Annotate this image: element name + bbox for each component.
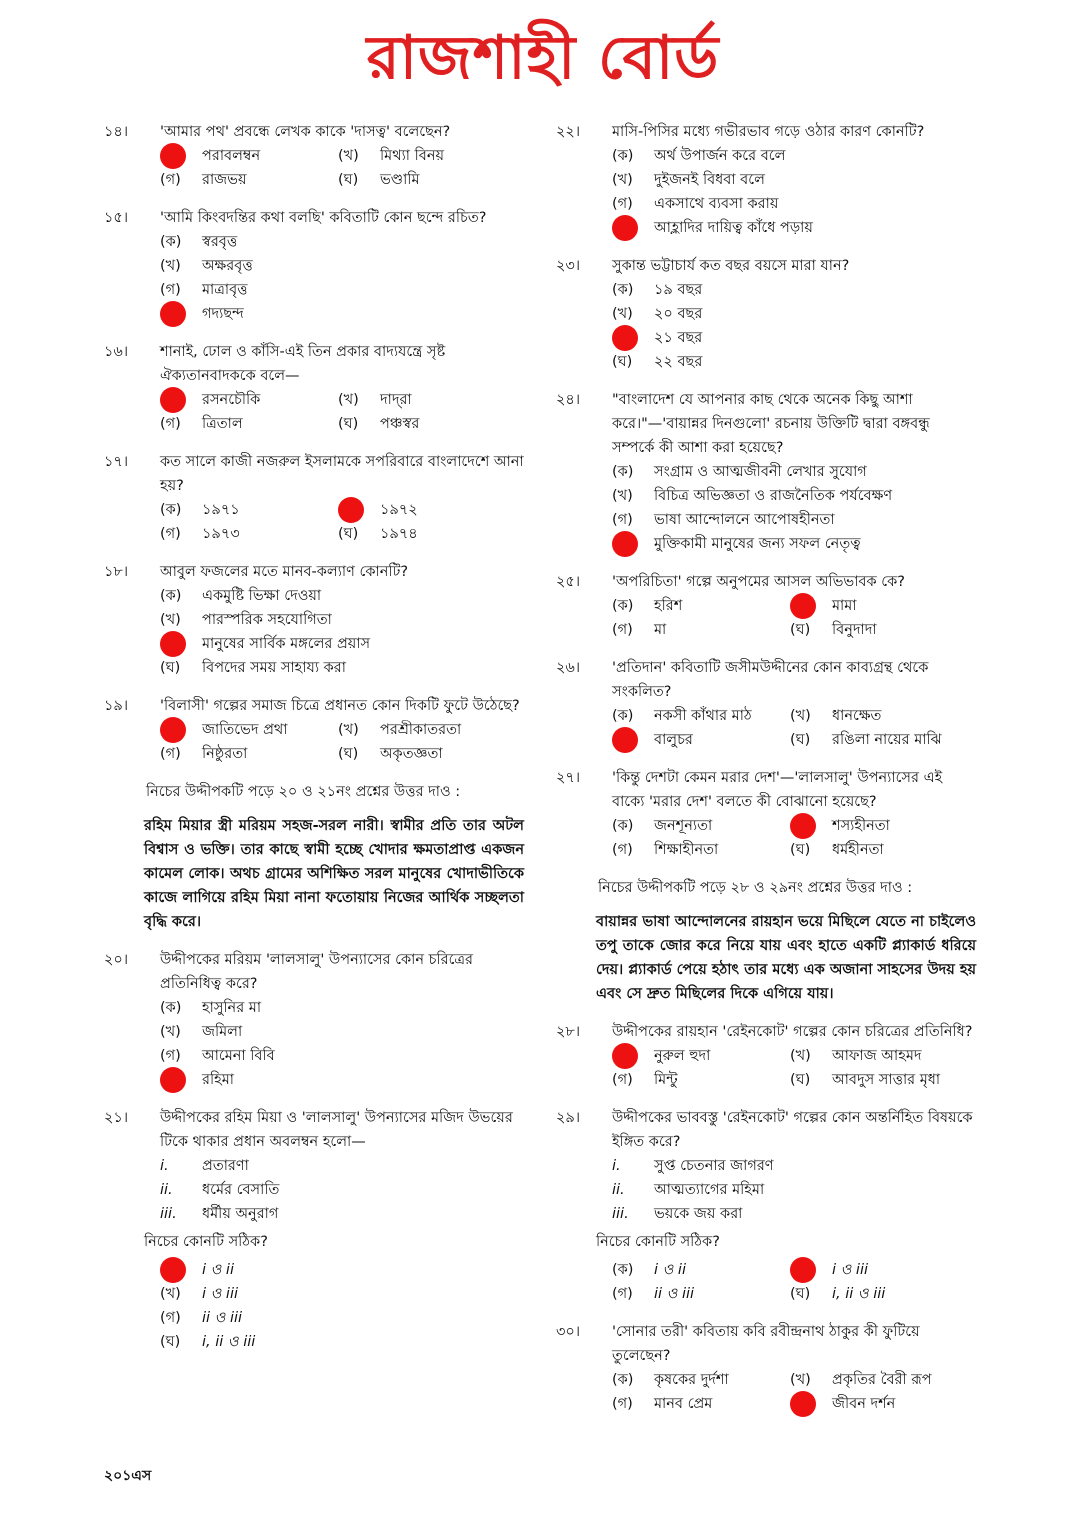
- option-ga[interactable]: (গ) একসাথে ব্যবসা করায়: [612, 196, 779, 212]
- question-number: ২৭।: [556, 770, 581, 786]
- option-kha[interactable]: (খ) ২০ বছর: [612, 306, 703, 322]
- question-text: উদ্দীপকের ভাববস্তু 'রেইনকোট' গল্পের কোন অন্তর্নিহিত বিষয়কে ইঙ্গিত করে?: [612, 1110, 973, 1150]
- answer-mark-icon: [612, 215, 638, 241]
- option-ka[interactable]: (ক) i ও ii: [612, 1262, 686, 1278]
- question-text: "বাংলাদেশ যে আপনার কাছ থেকে অনেক কিছু আশা করে।"—'বায়ান্নর দিনগুলো' রচনায় উক্তিটি দ্বারা বঙ্গবন্ধু সম্পর্কে কী আশা করা হয়েছে?: [612, 392, 930, 456]
- option-gha[interactable]: আহ্লাদির দায়িত্ব কাঁধে পড়ায়: [612, 216, 976, 240]
- question-15: [104, 206, 524, 326]
- question-number: ২১।: [104, 1110, 129, 1126]
- answer-mark-icon: [612, 531, 638, 557]
- question-text: 'কিন্তু দেশটা কেমন মরার দেশ'—'লালসালু' উপন্যাসের এই বাক্যে 'মরার দেশ' বলতে কী বোঝানো হয়েছে?: [612, 770, 943, 810]
- question-number: ১৪।: [104, 124, 129, 140]
- statement-i: i. প্রতারণা: [160, 1158, 249, 1174]
- option-ga[interactable]: বালুচর: [612, 728, 790, 752]
- option-ka[interactable]: রসনচৌকি: [160, 388, 338, 412]
- option-ka[interactable]: i ও ii: [160, 1258, 524, 1282]
- statement-i: i. সুপ্ত চেতনার জাগরণ: [612, 1158, 774, 1174]
- option-gha[interactable]: (ঘ) আবদুস সাত্তার মৃধা: [790, 1072, 941, 1088]
- option-ka[interactable]: জাতিভেদ প্রথা: [160, 718, 338, 742]
- answer-mark-icon: [790, 593, 816, 619]
- option-ka[interactable]: (ক) ১৯৭১: [160, 502, 240, 518]
- question-number: ২৫।: [556, 574, 581, 590]
- answer-mark-icon: [790, 813, 816, 839]
- question-text: 'সোনার তরী' কবিতায় কবি রবীন্দ্রনাথ ঠাকুর কী ফুটিয়ে তুলেছেন?: [612, 1324, 920, 1364]
- option-ka[interactable]: (ক) একমুষ্টি ভিক্ষা দেওয়া: [160, 588, 322, 604]
- option-ka[interactable]: (ক) ১৯ বছর: [612, 282, 703, 298]
- answer-mark-icon: [612, 1043, 638, 1069]
- option-ga[interactable]: (গ) ii ও iii: [612, 1286, 695, 1302]
- question-25: [556, 570, 976, 642]
- question-14: [104, 120, 524, 192]
- question-text: 'বিলাসী' গল্পের সমাজ চিত্রে প্রধানত কোন দিকটি ফুটে উঠেছে?: [160, 698, 520, 714]
- question-text: 'আমার পথ' প্রবন্ধে লেখক কাকে 'দাসত্ব' বলেছেন?: [160, 124, 451, 140]
- option-kha[interactable]: (খ) পারস্পরিক সহযোগিতা: [160, 612, 332, 628]
- question-number: ১৭।: [104, 454, 129, 470]
- question-text: উদ্দীপকের রহিম মিয়া ও 'লালসালু' উপন্যাসের মজিদ উভয়ের টিকে থাকার প্রধান অবলম্বন হলো—: [160, 1110, 513, 1150]
- question-21: [104, 1106, 524, 1354]
- question-number: ৩০।: [556, 1324, 581, 1340]
- option-gha[interactable]: (ঘ) ভণ্ডামি: [338, 172, 420, 188]
- option-gha[interactable]: (ঘ) ১৯৭৪: [338, 526, 418, 542]
- stimulus-heading: নিচের উদ্দীপকটি পড়ে ২৮ ও ২৯নং প্রশ্নের উত্তর দাও :: [598, 880, 913, 896]
- option-kha[interactable]: (খ) দুইজনই বিধবা বলে: [612, 172, 765, 188]
- left-column: [104, 120, 524, 1368]
- option-ka[interactable]: নুরুল হুদা: [612, 1044, 790, 1068]
- answer-mark-icon: [160, 143, 186, 169]
- question-text: কত সালে কাজী নজরুল ইসলামকে সপরিবারে বাংলাদেশে আনা হয়?: [160, 454, 524, 494]
- option-gha[interactable]: মুক্তিকামী মানুষের জন্য সফল নেতৃত্ব: [612, 532, 976, 556]
- stimulus-passage: রহিম মিয়ার স্ত্রী মরিয়ম সহজ-সরল নারী। স্বামীর প্রতি তার অটল বিশ্বাস ও ভক্তি। তার কাছে স্বামী হচ্ছে খোদার ক্ষমতাপ্রাপ্ত একজন কামেল লোক। অথচ গ্রামের অশিক্ষিত সরল মানুষের খোদাভীতিকে কাজে লাগিয়ে রহিম মিয়া নানা ফতোয়ায় নিজের আর্থিক সচ্ছলতা বৃদ্ধি করে।: [144, 818, 524, 930]
- answer-mark-icon: [612, 727, 638, 753]
- question-18: [104, 560, 524, 680]
- option-gha[interactable]: (ঘ) বিপদের সময় সাহায্য করা: [160, 660, 346, 676]
- answer-mark-icon: [160, 301, 186, 327]
- option-kha[interactable]: মামা: [790, 594, 968, 618]
- option-ka[interactable]: পরাবলম্বন: [160, 144, 338, 168]
- right-column: [556, 120, 976, 1430]
- option-kha[interactable]: (খ) জমিলা: [160, 1024, 243, 1040]
- question-text: আবুল ফজলের মতে মানব-কল্যাণ কোনটি?: [160, 564, 409, 580]
- option-kha[interactable]: ১৯৭২: [338, 498, 516, 522]
- stimulus-passage: বায়ান্নর ভাষা আন্দোলনের রায়হান ভয়ে মিছিলে যেতে না চাইলেও তপু তাকে জোর করে নিয়ে যায় এবং হাতে একটি প্ল্যাকার্ড ধরিয়ে দেয়। প্ল্যাকার্ড পেয়ে হঠাৎ তার মধ্যে এক অজানা সাহসের উদয় হয় এবং সে দ্রুত মিছিলের দিকে এগিয়ে যায়।: [596, 914, 976, 1002]
- page-title: রাজশাহী বোর্ড: [366, 23, 720, 93]
- sub-question: নিচের কোনটি সঠিক?: [144, 1234, 268, 1250]
- question-20: [104, 948, 524, 1092]
- answer-mark-icon: [338, 497, 364, 523]
- option-gha[interactable]: জীবন দর্শন: [790, 1392, 968, 1416]
- question-text: শানাই, ঢোল ও কাঁসি-এই তিন প্রকার বাদ্যযন্ত্রে সৃষ্ট ঐক্যতানবাদককে বলে—: [160, 344, 446, 384]
- question-16: [104, 340, 524, 436]
- question-23: [556, 254, 976, 374]
- question-number: ২৬।: [556, 660, 581, 676]
- question-19: [104, 694, 524, 766]
- question-28: [556, 1020, 976, 1092]
- answer-mark-icon: [160, 717, 186, 743]
- sub-question: নিচের কোনটি সঠিক?: [596, 1234, 720, 1250]
- answer-mark-icon: [612, 325, 638, 351]
- option-gha[interactable]: (ঘ) অকৃতজ্ঞতা: [338, 746, 443, 762]
- option-gha[interactable]: (ঘ) i, ii ও iii: [160, 1334, 256, 1350]
- option-kha[interactable]: (খ) প্রকৃতির বৈরী রূপ: [790, 1372, 932, 1388]
- option-ga[interactable]: (গ) মাত্রাবৃত্ত: [160, 282, 248, 298]
- option-ga[interactable]: (গ) ভাষা আন্দোলনে আপোষহীনতা: [612, 512, 835, 528]
- option-ka[interactable]: (ক) অর্থ উপার্জন করে বলে: [612, 148, 786, 164]
- page-footer: ২০১এস: [104, 1468, 152, 1484]
- question-text: সুকান্ত ভট্টাচার্য কত বছর বয়সে মারা যান?: [612, 258, 850, 274]
- question-number: ১৫।: [104, 210, 129, 226]
- option-kha[interactable]: (খ) মিথ্যা বিনয়: [338, 148, 445, 164]
- answer-mark-icon: [790, 1391, 816, 1417]
- question-22: [556, 120, 976, 240]
- option-kha[interactable]: (খ) অক্ষরবৃত্ত: [160, 258, 253, 274]
- question-number: ১৯।: [104, 698, 129, 714]
- question-number: ২৯।: [556, 1110, 581, 1126]
- question-26: [556, 656, 976, 752]
- option-ga[interactable]: (গ) মা: [612, 622, 667, 638]
- option-kha[interactable]: (খ) i ও iii: [160, 1286, 239, 1302]
- statement-ii: ii. ধর্মের বেসাতি: [160, 1182, 280, 1198]
- question-number: ২৩।: [556, 258, 581, 274]
- option-kha[interactable]: (খ) পরশ্রীকাতরতা: [338, 722, 462, 738]
- question-29: [556, 1106, 976, 1306]
- statement-iii: iii. ধর্মীয় অনুরাগ: [160, 1206, 279, 1222]
- question-number: ২৪।: [556, 392, 581, 408]
- question-text: 'প্রতিদান' কবিতাটি জসীমউদ্দীনের কোন কাব্যগ্রন্থ থেকে সংকলিত?: [612, 660, 929, 700]
- question-text: মাসি-পিসির মধ্যে গভীরভাব গড়ে ওঠার কারণ কোনটি?: [612, 124, 925, 140]
- option-gha[interactable]: (ঘ) ধর্মহীনতা: [790, 842, 884, 858]
- question-number: ১৮।: [104, 564, 129, 580]
- option-ka[interactable]: (ক) সংগ্রাম ও আত্মজীবনী লেখার সুযোগ: [612, 464, 867, 480]
- question-text: 'আমি কিংবদন্তির কথা বলছি' কবিতাটি কোন ছন্দে রচিত?: [160, 210, 487, 226]
- option-ka[interactable]: (ক) নকসী কাঁথার মাঠ: [612, 708, 752, 724]
- option-ga[interactable]: (গ) মানব প্রেম: [612, 1396, 713, 1412]
- option-kha[interactable]: (খ) আফাজ আহমদ: [790, 1048, 922, 1064]
- question-number: ২০।: [104, 952, 129, 968]
- option-kha[interactable]: i ও iii: [790, 1258, 968, 1282]
- option-ga[interactable]: (গ) শিক্ষাহীনতা: [612, 842, 719, 858]
- option-ga[interactable]: মানুষের সার্বিক মঙ্গলের প্রয়াস: [160, 632, 524, 656]
- option-ka[interactable]: (ক) হরিশ: [612, 598, 683, 614]
- option-ka[interactable]: (ক) হাসুনির মা: [160, 1000, 262, 1016]
- option-gha[interactable]: (ঘ) রঙিলা নায়ের মাঝি: [790, 732, 942, 748]
- option-ka[interactable]: (ক) কৃষকের দুর্দশা: [612, 1372, 729, 1388]
- answer-mark-icon: [160, 631, 186, 657]
- option-ga[interactable]: (গ) আমেনা বিবি: [160, 1048, 275, 1064]
- option-kha[interactable]: (খ) বিচিত্র অভিজ্ঞতা ও রাজনৈতিক পর্যবেক্ষণ: [612, 488, 893, 504]
- question-text: 'অপরিচিতা' গল্পে অনুপমের আসল অভিভাবক কে?: [612, 574, 905, 590]
- option-kha[interactable]: শস্যহীনতা: [790, 814, 968, 838]
- option-gha[interactable]: (ঘ) পঞ্চস্বর: [338, 416, 420, 432]
- question-27: [556, 766, 976, 862]
- option-ga[interactable]: (গ) রাজভয়: [160, 172, 247, 188]
- option-ka[interactable]: (ক) স্বরবৃত্ত: [160, 234, 238, 250]
- statement-ii: ii. আত্মত্যাগের মহিমা: [612, 1182, 765, 1198]
- option-gha[interactable]: (ঘ) i, ii ও iii: [790, 1286, 886, 1302]
- option-gha[interactable]: গদ্যছন্দ: [160, 302, 524, 326]
- question-number: ২২।: [556, 124, 581, 140]
- question-number: ২৮।: [556, 1024, 581, 1040]
- question-text: উদ্দীপকের রায়হান 'রেইনকোট' গল্পের কোন চরিত্রের প্রতিনিধি?: [612, 1024, 973, 1040]
- question-30: [556, 1320, 976, 1416]
- option-gha[interactable]: (ঘ) বিনুদাদা: [790, 622, 877, 638]
- answer-mark-icon: [790, 1257, 816, 1283]
- stimulus-heading: নিচের উদ্দীপকটি পড়ে ২০ ও ২১নং প্রশ্নের উত্তর দাও :: [146, 784, 461, 800]
- option-ka[interactable]: (ক) জনশূন্যতা: [612, 818, 713, 834]
- option-ga[interactable]: (গ) ১৯৭৩: [160, 526, 240, 542]
- question-24: [556, 388, 976, 556]
- answer-mark-icon: [160, 387, 186, 413]
- option-kha[interactable]: (খ) দাদ্‌রা: [338, 392, 412, 408]
- option-gha[interactable]: (ঘ) ২২ বছর: [612, 354, 703, 370]
- option-ga[interactable]: (গ) মিন্টু: [612, 1072, 678, 1088]
- option-gha[interactable]: রহিমা: [160, 1068, 524, 1092]
- question-text: উদ্দীপকের মরিয়ম 'লালসালু' উপন্যাসের কোন চরিত্রের প্রতিনিধিত্ব করে?: [160, 952, 474, 992]
- question-17: [104, 450, 524, 546]
- option-kha[interactable]: (খ) ধানক্ষেত: [790, 708, 882, 724]
- option-ga[interactable]: (গ) ত্রিতাল: [160, 416, 243, 432]
- answer-mark-icon: [160, 1257, 186, 1283]
- question-number: ১৬।: [104, 344, 129, 360]
- option-ga[interactable]: (গ) নিষ্ঠুরতা: [160, 746, 248, 762]
- answer-mark-icon: [160, 1067, 186, 1093]
- statement-iii: iii. ভয়কে জয় করা: [612, 1206, 743, 1222]
- option-ga[interactable]: (গ) ii ও iii: [160, 1310, 243, 1326]
- option-ga[interactable]: ২১ বছর: [612, 326, 976, 350]
